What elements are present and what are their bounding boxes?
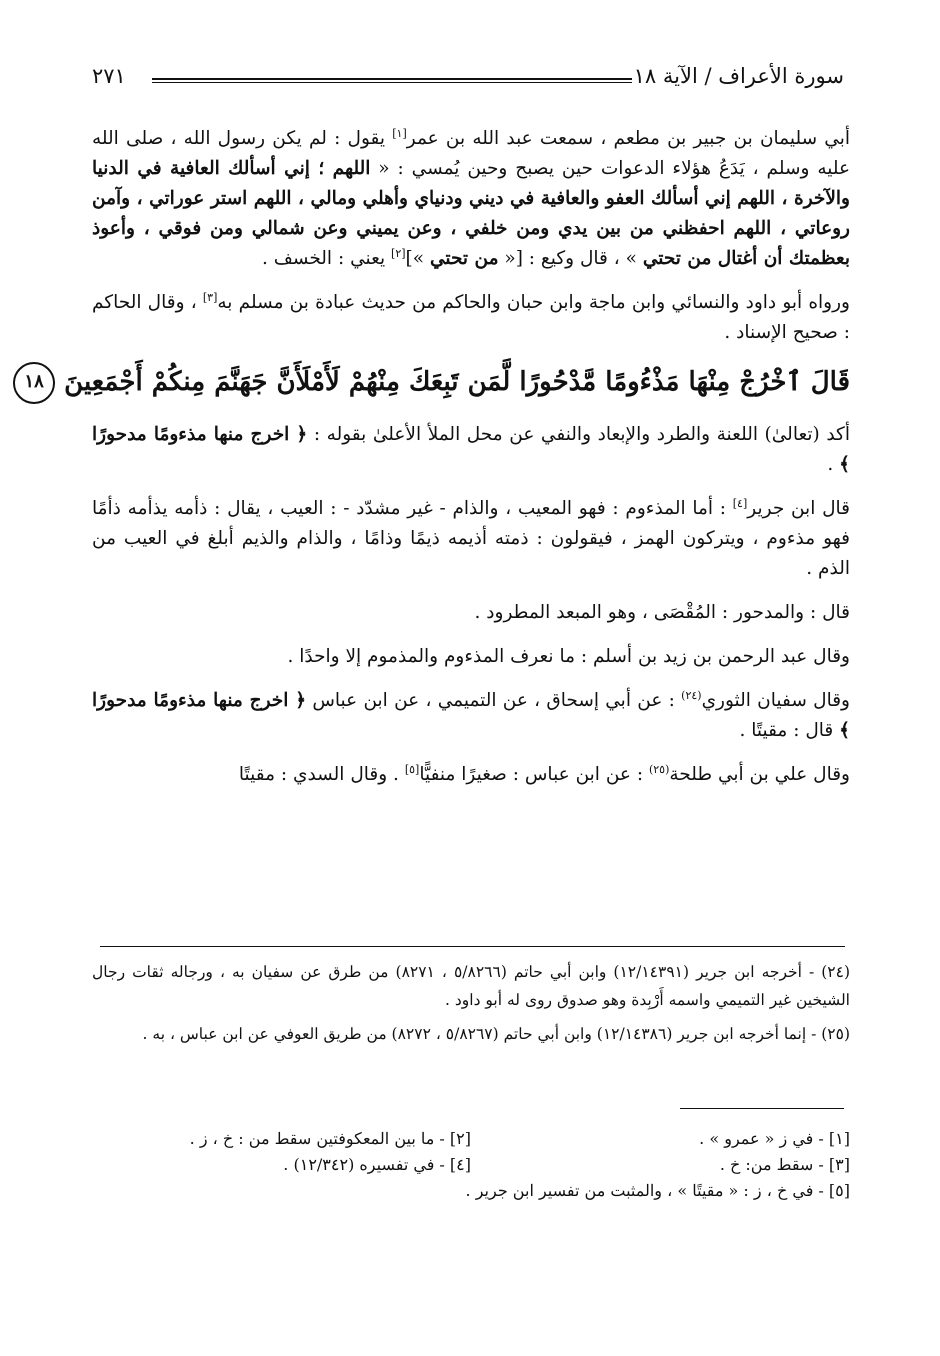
surah-title: سورة الأعراف / الآية ١٨ bbox=[633, 64, 844, 88]
text-run: وقال علي بن أبي طلحة bbox=[669, 764, 850, 785]
paragraph-5: قال : والمدحور : المُقْصَى ، وهو المبعد المطرود . bbox=[474, 602, 850, 623]
text-run: وقال سفيان الثوري bbox=[701, 690, 850, 711]
notes-row bbox=[92, 1152, 850, 1178]
text-run: »] bbox=[405, 248, 430, 269]
footnote-ref: (٢٥) bbox=[648, 762, 670, 776]
text-run: يقول : لم يكن رسول الله ، صلى الله عليه وسلم ، يَدَعُ هؤلاء الدعوات حين يصبح وحين يُمسي : « bbox=[92, 128, 850, 179]
text-run: يعني : الخسف . bbox=[261, 248, 392, 269]
note-2: [٢] - ما بين المعكوفتين سقط من : خ ، ز . bbox=[189, 1129, 471, 1148]
paragraph-2 bbox=[92, 288, 850, 348]
paragraph-8 bbox=[92, 760, 850, 790]
text-run: . وقال السدي : مقيتًا bbox=[238, 764, 405, 785]
header-rule bbox=[152, 78, 632, 83]
note-ref: [٣] bbox=[202, 290, 218, 304]
footnote-divider bbox=[100, 946, 845, 947]
text-run: : عن ابن عباس : صغيرًا منفيًّا bbox=[419, 764, 649, 785]
notes-divider bbox=[680, 1108, 844, 1109]
footnotes bbox=[92, 958, 850, 1054]
text-run: أكد (تعالىٰ) اللعنة والطرد والإبعاد والنفي عن محل الملأ الأعلىٰ بقوله : bbox=[307, 424, 850, 445]
text-run: . bbox=[827, 454, 840, 475]
text-run: ورواه أبو داود والنسائي وابن ماجة وابن حبان والحاكم من حديث عبادة بن مسلم به bbox=[217, 292, 850, 313]
page-number: ٢٧١ bbox=[92, 64, 126, 88]
paragraph-7 bbox=[92, 686, 850, 746]
main-text bbox=[24, 124, 850, 804]
note-ref: [٥] bbox=[404, 762, 420, 776]
verse-text: قَالَ ٱخْرُجْ مِنْهَا مَذْءُومًا مَّدْحُورًا لَّمَن تَبِعَكَ مِنْهُمْ لَأَمْلَأَنَّ جَهَنَّمَ مِنكُمْ أَجْمَعِينَ bbox=[64, 367, 850, 397]
note-3: [٣] - سقط من: خ . bbox=[719, 1155, 850, 1174]
footnote-25: (٢٥) - إنما أخرجه ابن جرير (١٢/١٤٣٨٦) وابن أبي حاتم (٥/٨٢٦٧ ، ٨٢٧٢) من طريق العوفي عن ابن عباس ، به . bbox=[142, 1025, 850, 1043]
text-run: : عن أبي إسحاق ، عن التميمي ، عن ابن عباس bbox=[306, 690, 682, 711]
note-ref: [٢] bbox=[391, 246, 406, 260]
footnote-ref: (٢٤) bbox=[681, 688, 702, 702]
notes-row bbox=[92, 1126, 850, 1152]
paragraph-3 bbox=[92, 420, 850, 480]
paragraph-6: وقال عبد الرحمن بن زيد بن أسلم : ما نعرف المذءوم والمذموم إلا واحدًا . bbox=[287, 646, 850, 667]
quote-bold: ﴿ اخرج منها مذءومًا مدحورًا ﴾ bbox=[92, 690, 850, 741]
quran-verse bbox=[24, 362, 850, 404]
note-1: [١] - في ز « عمرو » . bbox=[699, 1129, 850, 1148]
note-4: [٤] - في تفسيره (١٢/٣٤٢) . bbox=[283, 1155, 471, 1174]
text-run: ، وقال الحاكم : صحيح الإسناد . bbox=[92, 292, 850, 343]
paragraph-1 bbox=[92, 124, 850, 274]
ayah-number-badge: ١٨ bbox=[13, 362, 55, 404]
footnote-24: (٢٤) - أخرجه ابن جرير (١٢/١٤٣٩١) وابن أبي حاتم (٥/٨٢٦٦ ، ٨٢٧١) من طرق عن سفيان به ، ورجاله ثقات رجال الشيخين غير التميمي واسمه أَرْبِدة وهو صدوق روى له أبو داود . bbox=[92, 963, 850, 1009]
text-run: أبي سليمان بن جبير بن مطعم ، سمعت عبد الله بن عمر bbox=[406, 128, 850, 149]
text-run: » ، قال وكيع : [« bbox=[498, 248, 643, 269]
hadith-text: اللهم ؛ إني أسألك العافية في الدنيا والآخرة ، اللهم إني أسألك العفو والعافية في ديني ودنياي وأهلي ومالي ، اللهم استر عوراتي ، وآمن روعاتي ، اللهم احفظني من بين يدي ومن خلفي ، وعن يميني وعن شمالي ومن فوقي ، وأعوذ بعظمتك أن أغتال من تحتي bbox=[92, 158, 850, 269]
note-ref: [٤] bbox=[732, 496, 748, 510]
quote-bold: ﴿ اخرج منها مذءومًا مدحورًا ﴾ bbox=[92, 424, 850, 475]
bold-run: من تحتي bbox=[429, 248, 499, 269]
text-run: قال ابن جرير bbox=[747, 498, 850, 519]
note-5: [٥] - في خ ، ز : « مقيتًا » ، والمثبت من تفسير ابن جرير . bbox=[465, 1181, 850, 1200]
note-ref: [١] bbox=[392, 126, 407, 140]
paragraph-4 bbox=[92, 494, 850, 584]
editor-notes bbox=[92, 1126, 850, 1204]
text-run: قال : مقيتًا . bbox=[739, 720, 840, 741]
page-header bbox=[92, 64, 844, 94]
text-run: : أما المذءوم : فهو المعيب ، والذام - غير مشدّد - : العيب ، يقال : ذأمه يذأمه ذأمًا فهو مذءوم ، ويتركون الهمز ، فيقولون : ذمته أذيمه ذيمًا وذامًا ، والذام والذيم أبلغ في العيب من الذم . bbox=[92, 498, 850, 579]
